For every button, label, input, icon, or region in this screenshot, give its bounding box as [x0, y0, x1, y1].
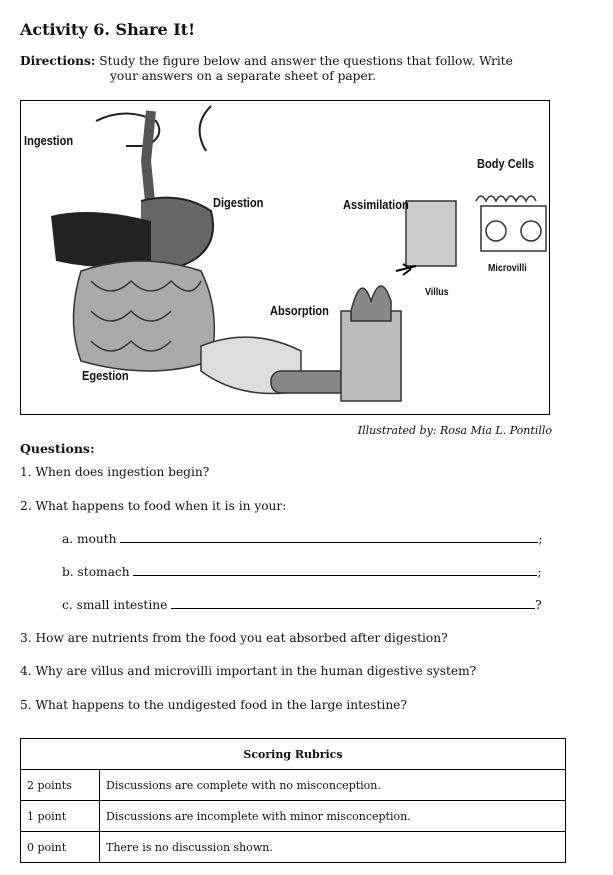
question-2c	[62, 598, 542, 612]
answer-line-small-intestine	[171, 598, 535, 609]
rubric-description: Discussions are complete with no misconception.	[100, 770, 566, 801]
directions-text: Study the figure below and answer the questions that follow. Write	[99, 54, 513, 68]
label-body-cells: Body Cells	[477, 156, 535, 171]
figure-credit: Illustrated by: Rosa Mia L. Pontillo	[357, 424, 552, 437]
rubric-points: 1 point	[21, 801, 100, 832]
digestive-system-figure	[20, 100, 550, 415]
label-absorption: Absorption	[270, 303, 329, 318]
label-microvilli: Microvilli	[488, 262, 527, 274]
question-2b	[62, 565, 542, 579]
question-1: 1. When does ingestion begin?	[20, 465, 210, 479]
question-5: 5. What happens to the undigested food in the large intestine?	[20, 698, 407, 712]
question-4: 4. Why are villus and microvilli important in the human digestive system?	[20, 664, 477, 678]
table-row	[21, 832, 566, 863]
label-assimilation: Assimilation	[343, 197, 409, 212]
question-2a	[62, 532, 543, 546]
table-row	[21, 770, 566, 801]
directions	[20, 53, 513, 69]
label-digestion: Digestion	[213, 195, 264, 210]
table-row	[21, 801, 566, 832]
question-2c-label: c. small intestine	[62, 598, 168, 612]
punctuation: ;	[538, 532, 543, 546]
label-ingestion: Ingestion	[24, 133, 74, 148]
rubric-points: 0 point	[21, 832, 100, 863]
liver-shape	[51, 212, 151, 268]
answer-line-mouth	[120, 532, 538, 543]
rubric-points: 2 points	[21, 770, 100, 801]
answer-line-stomach	[133, 565, 537, 576]
label-egestion: Egestion	[82, 368, 129, 383]
rubric-description: There is no discussion shown.	[100, 832, 566, 863]
questions-heading: Questions:	[20, 441, 95, 456]
question-3: 3. How are nutrients from the food you eat absorbed after digestion?	[20, 631, 448, 645]
activity-title: Activity 6. Share It!	[20, 20, 196, 39]
question-2: 2. What happens to food when it is in your:	[20, 499, 287, 513]
question-2a-label: a. mouth	[62, 532, 117, 546]
directions-text-2: your answers on a separate sheet of paper.	[110, 69, 377, 83]
directions-label: Directions:	[20, 54, 96, 68]
punctuation: ;	[537, 565, 542, 579]
label-villus: Villus	[425, 286, 449, 298]
punctuation: ?	[535, 598, 542, 612]
rubric-heading: Scoring Rubrics	[21, 739, 566, 770]
question-2b-label: b. stomach	[62, 565, 130, 579]
rubric-description: Discussions are incomplete with minor misconception.	[100, 801, 566, 832]
scoring-rubric-table	[20, 738, 566, 863]
